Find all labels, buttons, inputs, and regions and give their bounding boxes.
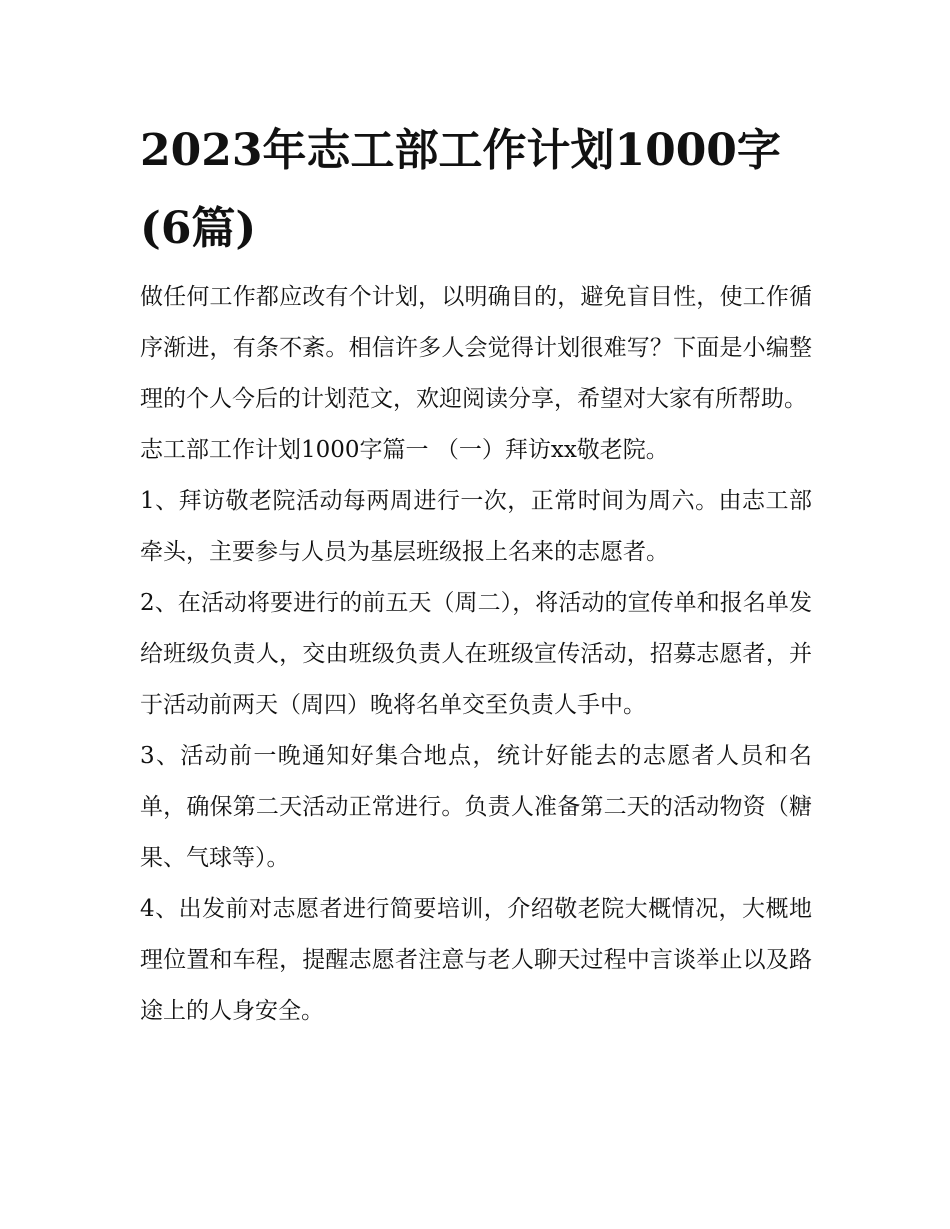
section-heading-paragraph: 志工部工作计划1000字篇一 （一）拜访xx敬老院。 bbox=[140, 437, 669, 463]
item-3-paragraph: 3、活动前一晚通知好集合地点，统计好能去的志愿者人员和名单，确保第二天活动正常进行。负责人准备第二天的活动物资（糖果、气球等）。 bbox=[140, 743, 812, 871]
item-2-paragraph: 2、在活动将要进行的前五天（周二），将活动的宣传单和报名单发给班级负责人，交由班级负责人在班级宣传活动，招募志愿者，并于活动前两天（周四）晚将名单交至负责人手中。 bbox=[140, 590, 812, 718]
document-title: 2023年志工部工作计划1000字(6篇) bbox=[140, 125, 781, 254]
item-1-paragraph: 1、拜访敬老院活动每两周进行一次，正常时间为周六。由志工部牵头，主要参与人员为基层班级报上名来的志愿者。 bbox=[140, 488, 812, 565]
intro-paragraph: 做任何工作都应改有个计划，以明确目的，避免盲目性，使工作循序渐进，有条不紊。相信许多人会觉得计划很难写？下面是小编整理的个人今后的计划范文，欢迎阅读分享，希望对大家有所帮助。 bbox=[140, 284, 812, 412]
document-body bbox=[140, 272, 812, 1037]
item-4-paragraph: 4、出发前对志愿者进行简要培训，介绍敬老院大概情况，大概地理位置和车程，提醒志愿者注意与老人聊天过程中言谈举止以及路途上的人身安全。 bbox=[140, 896, 812, 1024]
document-page bbox=[140, 112, 812, 1037]
